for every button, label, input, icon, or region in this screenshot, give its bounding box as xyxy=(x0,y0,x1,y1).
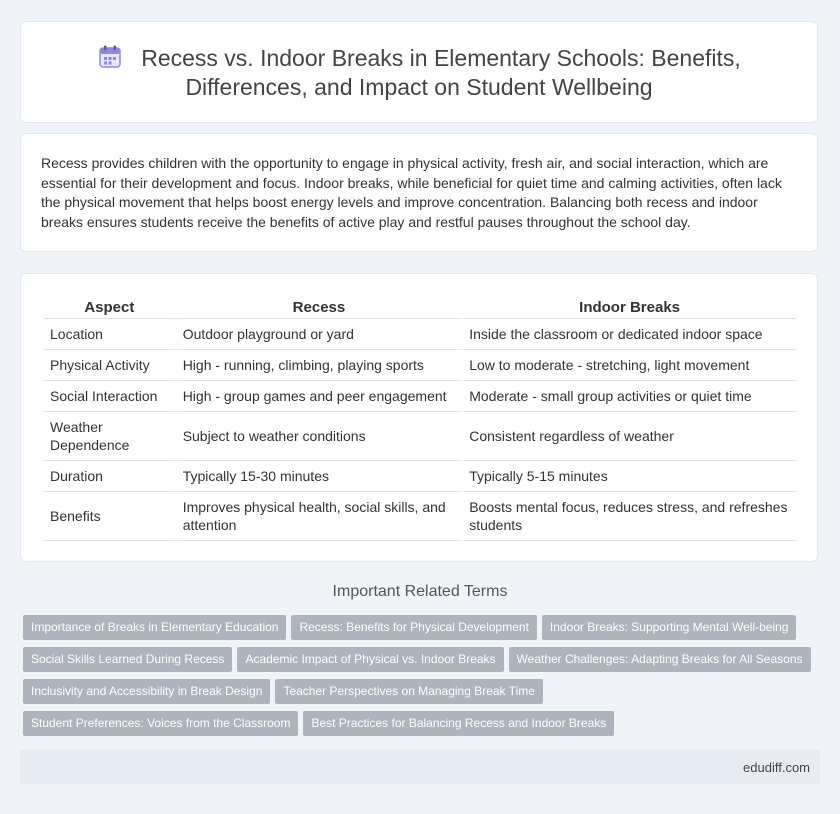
related-term-tag[interactable]: Importance of Breaks in Elementary Education xyxy=(23,615,286,640)
related-term-tag[interactable]: Weather Challenges: Adapting Breaks for All Seasons xyxy=(509,647,811,672)
cell-aspect: Location xyxy=(44,319,175,350)
cell-indoor: Low to moderate - stretching, light movement xyxy=(463,350,796,381)
related-term-tag[interactable]: Best Practices for Balancing Recess and Indoor Breaks xyxy=(303,711,614,736)
cell-aspect: Benefits xyxy=(44,492,175,541)
cell-recess: Outdoor playground or yard xyxy=(177,319,462,350)
comparison-card xyxy=(20,273,818,562)
footer xyxy=(20,750,820,784)
intro-card xyxy=(20,133,818,252)
cell-recess: High - running, climbing, playing sports xyxy=(177,350,462,381)
tag-row xyxy=(23,711,823,736)
cell-indoor: Inside the classroom or dedicated indoor space xyxy=(463,319,796,350)
calendar-icon xyxy=(97,44,123,70)
related-term-tag[interactable]: Inclusivity and Accessibility in Break Design xyxy=(23,679,270,704)
related-term-tag[interactable]: Indoor Breaks: Supporting Mental Well-being xyxy=(542,615,797,640)
intro-paragraph: Recess provides children with the opportunity to engage in physical activity, fresh air, and social interaction, which are essential for their development and focus. Indoor breaks, while beneficial for quiet time and calming activities, often lack the physical movement that helps boost energy levels and improve concentration. Balancing both recess and indoor breaks ensures students receive the benefits of active play and restful pauses throughout the school day. xyxy=(41,155,782,230)
cell-indoor: Consistent regardless of weather xyxy=(463,412,796,461)
comparison-table xyxy=(42,294,798,541)
related-term-tag[interactable]: Academic Impact of Physical vs. Indoor Breaks xyxy=(237,647,503,672)
cell-aspect: Social Interaction xyxy=(44,381,175,412)
header-indoor-breaks: Indoor Breaks xyxy=(463,294,796,319)
tag-row xyxy=(23,615,823,640)
header-aspect: Aspect xyxy=(44,294,175,319)
tag-row xyxy=(23,647,823,672)
cell-indoor: Moderate - small group activities or quiet time xyxy=(463,381,796,412)
related-term-tag[interactable]: Social Skills Learned During Recess xyxy=(23,647,232,672)
title-card xyxy=(20,21,818,123)
title-line-1: Recess vs. Indoor Breaks in Elementary Schools: Benefits, xyxy=(141,45,741,71)
cell-recess: Improves physical health, social skills, and attention xyxy=(177,492,462,541)
header-recess: Recess xyxy=(177,294,462,319)
related-term-tag[interactable]: Student Preferences: Voices from the Classroom xyxy=(23,711,298,736)
site-name[interactable]: edudiff.com xyxy=(743,760,810,775)
tag-row xyxy=(23,679,823,704)
related-terms-heading: Important Related Terms xyxy=(332,583,508,600)
cell-aspect: Weather Dependence xyxy=(44,412,175,461)
table-row xyxy=(44,381,796,412)
related-term-tag[interactable]: Recess: Benefits for Physical Development xyxy=(291,615,536,640)
cell-recess: High - group games and peer engagement xyxy=(177,381,462,412)
related-term-tag[interactable]: Teacher Perspectives on Managing Break Time xyxy=(275,679,542,704)
cell-indoor: Typically 5-15 minutes xyxy=(463,461,796,492)
table-row xyxy=(44,492,796,541)
cell-aspect: Physical Activity xyxy=(44,350,175,381)
page-title xyxy=(21,44,817,102)
cell-indoor: Boosts mental focus, reduces stress, and refreshes students xyxy=(463,492,796,541)
cell-recess: Subject to weather conditions xyxy=(177,412,462,461)
cell-aspect: Duration xyxy=(44,461,175,492)
table-row xyxy=(44,412,796,461)
related-terms-list xyxy=(23,615,823,743)
cell-recess: Typically 15-30 minutes xyxy=(177,461,462,492)
table-header-row xyxy=(44,294,796,319)
title-line-2: Differences, and Impact on Student Wellbeing xyxy=(185,74,653,100)
table-row xyxy=(44,461,796,492)
table-row xyxy=(44,350,796,381)
table-row xyxy=(44,319,796,350)
